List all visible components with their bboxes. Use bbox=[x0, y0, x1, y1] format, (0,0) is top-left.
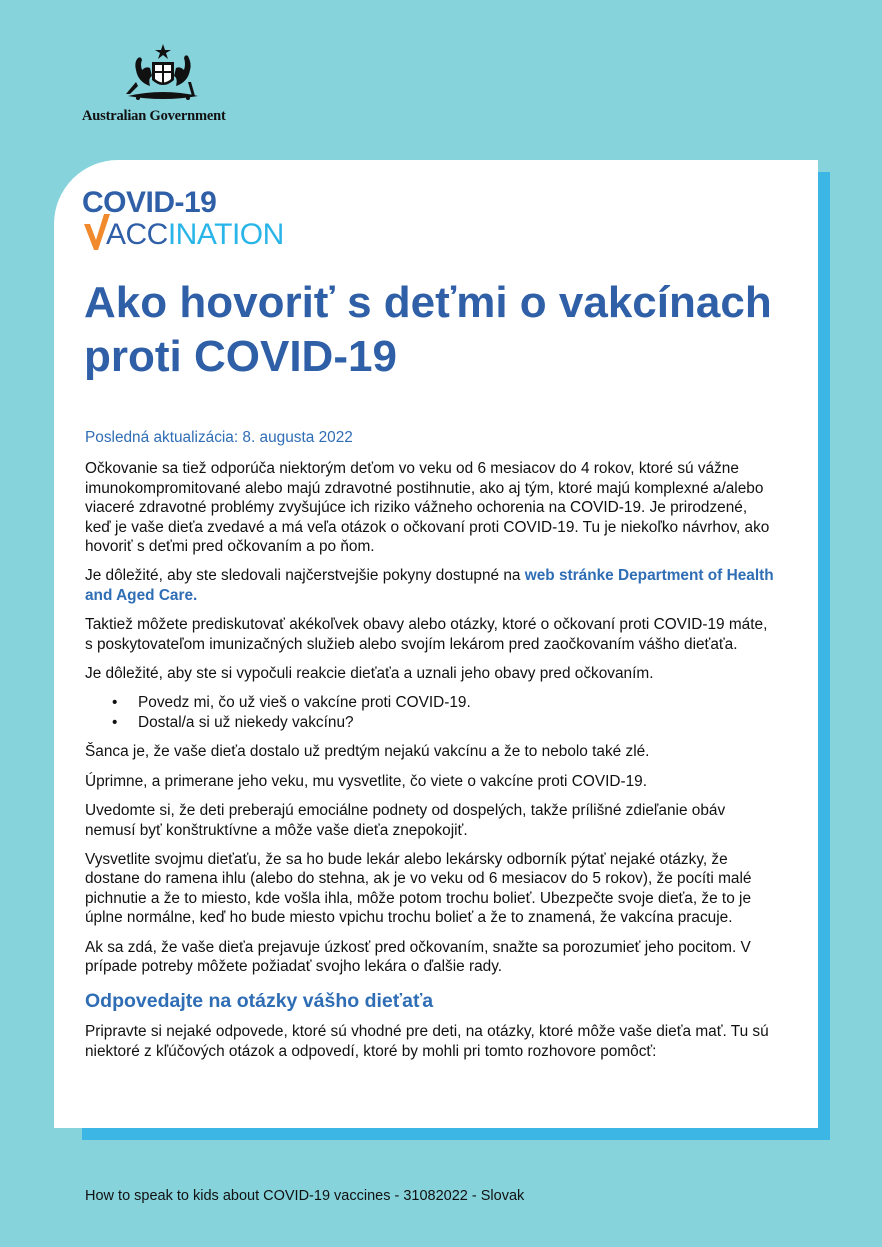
list-item: • Povedz mi, čo už vieš o vakcíne proti COVID-19. bbox=[85, 693, 775, 712]
question-list bbox=[85, 693, 775, 732]
logo-acc: ACC bbox=[106, 218, 168, 251]
logo-line-vaccination bbox=[82, 218, 284, 252]
paragraph-listen: Je dôležité, aby ste si vypočuli reakcie dieťaťa a uznali jeho obavy pred očkovaním. bbox=[85, 665, 654, 683]
last-updated: Posledná aktualizácia: 8. augusta 2022 bbox=[85, 429, 353, 446]
paragraph-explain: Vysvetlite svojmu dieťaťu, že sa ho bude lekár alebo lekársky odborník pýtať nejaké otázky, že dostane do ramena ihlu (alebo do stehna, ak je vo veku od 6 mesiacov do 5 rokov), že pocíti malé pichnutie a že to miesto, kde vošla ihla, môže potom trochu bolieť. Ubezpečte svoje dieťa, že to je úplne normálne, keď ho bude miesto vpichu trochu bolieť a že to znamená, že vakcína pracuje. bbox=[85, 850, 752, 927]
government-name: Australian Government bbox=[82, 108, 226, 124]
logo-ination: INATION bbox=[167, 218, 284, 251]
document-body bbox=[85, 428, 775, 1071]
page-title: Ako hovoriť s deťmi o vakcínach proti COVID-19 bbox=[84, 278, 772, 381]
paragraph-discuss: Taktiež môžete prediskutovať akékoľvek obavy alebo otázky, ktoré o očkovaní proti COVID-19 máte, s poskytovateľom imunizačných služieb alebo svojím lekárom pred zaočkovaním vášho dieťaťa. bbox=[85, 616, 768, 653]
paragraph-honest: Úprimne, a primerane jeho veku, mu vysvetlite, čo viete o vakcíne proti COVID-19. bbox=[85, 772, 647, 790]
list-item: • Dostal/a si už niekedy vakcínu? bbox=[85, 713, 775, 732]
covid-vaccination-logo bbox=[82, 186, 342, 252]
footer-document-id: How to speak to kids about COVID-19 vaccines - 31082022 - Slovak bbox=[85, 1188, 525, 1204]
paragraph-answers: Pripravte si nejaké odpovede, ktoré sú vhodné pre deti, na otázky, ktoré môže vaše dieťa mať. Tu sú niektoré z kľúčových otázok a odpovedí, ktoré by mohli pri tomto rozhovore pomôcť: bbox=[85, 1023, 769, 1060]
paragraph-guidance bbox=[85, 566, 775, 605]
paragraph-intro: Očkovanie sa tiež odporúča niektorým deťom vo veku od 6 mesiacov do 4 rokov, ktoré sú vážne imunokompromitované alebo majú zdravotné postihnutie, ako aj tým, ktoré majú komplexné a/alebo viaceré zdravotné problémy zvyšujúce ich riziko vážneho ochorenia na COVID-19. Je prirodzené, keď je vaše dieťa zvedavé a má veľa otázok o očkovaní proti COVID-19. Tu je niekoľko návrhov, ako hovoriť s deťmi pred očkovaním a po ňom. bbox=[85, 460, 770, 556]
paragraph-emotions: Uvedomte si, že deti preberajú emociálne podnety od dospelých, takže prílišné zdieľanie obáv nemusí byť konštruktívne a môže vaše dieťa znepokojiť. bbox=[85, 802, 726, 839]
section-heading: Odpovedajte na otázky vášho dieťaťa bbox=[85, 990, 434, 1013]
paragraph-anxiety: Ak sa zdá, že vaše dieťa prejavuje úzkosť pred očkovaním, snažte sa porozumieť jeho pocitom. V prípade potreby môžete požiadať svojho lekára o ďalšie rady. bbox=[85, 938, 751, 975]
paragraph-chance: Šanca je, že vaše dieťa dostalo už predtým nejakú vakcínu a že to nebolo také zlé. bbox=[85, 743, 650, 761]
guidance-text: Je dôležité, aby ste sledovali najčerstvejšie pokyny dostupné na bbox=[85, 567, 525, 585]
checkmark-icon bbox=[82, 212, 112, 254]
logo-line-covid: COVID-19 bbox=[82, 186, 217, 219]
health-department-link[interactable]: web stránke Department of Health and Aged Care. bbox=[85, 567, 774, 604]
